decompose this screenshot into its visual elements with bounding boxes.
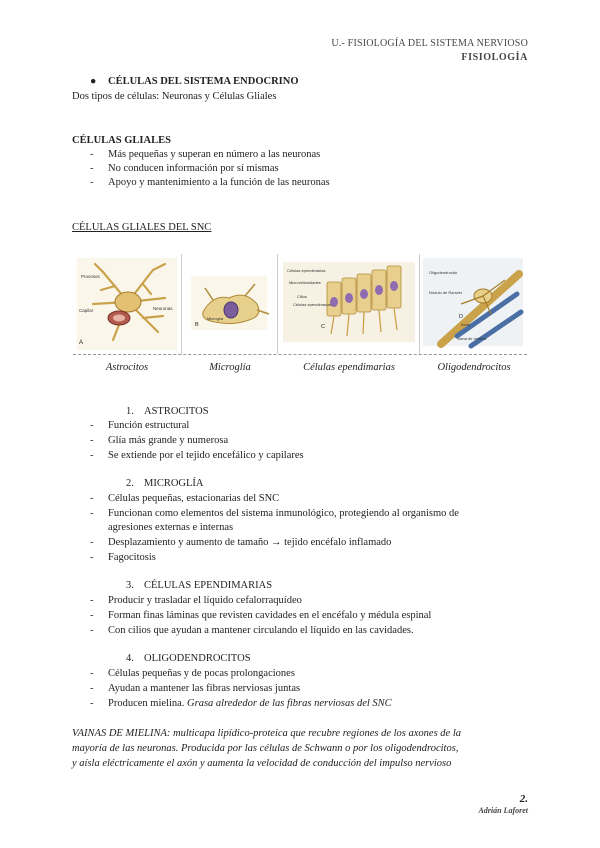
astrocyte-illustration [73, 254, 182, 354]
author: Adrián Laforet [478, 806, 528, 815]
oligodendrocyte-illustration [421, 254, 527, 354]
list-item-continuation: agresiones externas e internas [108, 522, 234, 533]
label-capilar: Capilar [79, 308, 94, 313]
panel-letter: D [459, 314, 463, 320]
label-nodulo: Nódulo de Ranvier [429, 290, 463, 295]
ependimarias-title: CÉLULAS EPENDIMARIAS [144, 580, 273, 591]
section-title: CÉLULAS DEL SISTEMA ENDOCRINO [108, 76, 299, 87]
panel-letter: B [195, 322, 199, 328]
label-vaina: Vaina de mielina [457, 336, 487, 341]
caption-oligodendrocitos: Oligodendrocitos [437, 362, 511, 373]
snc-title: CÉLULAS GLIALES DEL SNC [72, 222, 212, 233]
label-axon: Axón [461, 322, 471, 327]
label-neuronas: Neuronas [153, 306, 173, 311]
oligo-title: OLIGODENDROCITOS [144, 653, 251, 664]
microglia-title: MICROGLÍA [144, 478, 204, 489]
caption-ependimarias: Células ependimarias [303, 362, 395, 373]
label-oligodendrocito: Oligodendrocito [429, 270, 458, 275]
caption-microglia: Microglía [209, 362, 251, 373]
vainas-paragraph [72, 726, 527, 771]
vainas-line: y aísla eléctricamente el axón y aumenta la velocidad de conducción del impulso nervioso [72, 758, 452, 769]
panel-letter: A [79, 340, 84, 346]
ependimarias-number: 3. [126, 580, 134, 591]
panel-letter: C [321, 324, 325, 330]
label-microglia: Microglía [207, 316, 224, 321]
microglia-illustration [183, 254, 278, 354]
vainas-line: VAINAS DE MIELINA: multicapa lipídico-proteica que recubre regiones de los axones de la [72, 728, 461, 739]
label-microvellosidades: Microvellosidades [289, 280, 321, 285]
label-procesos: Procesos [81, 274, 100, 279]
label-cilios: Cilios [297, 294, 307, 299]
figure-divider [73, 354, 527, 355]
label-ependimarias-2: Células ependimarias [293, 302, 332, 307]
section-bullet: ● [90, 76, 97, 87]
section-subtitle: Dos tipos de células: Neuronas y Células Gliales [72, 91, 277, 102]
glial-cells-figure [73, 254, 527, 384]
label-ependimarias: Células ependimarias [287, 268, 326, 273]
astrocitos-number: 1. [126, 406, 134, 417]
gliales-title: CÉLULAS GLIALES [72, 135, 171, 146]
vainas-line: mayoría de las neuronas. Producida por las células de Schwann o por los oligodendrocitos, [72, 743, 459, 754]
page-number: 2. [519, 793, 528, 805]
astrocitos-title: ASTROCITOS [144, 406, 209, 417]
caption-astrocitos: Astrocitos [105, 362, 149, 373]
header-subject: FISIOLOGÍA [461, 52, 528, 63]
header-course: U.- FISIOLOGÍA DEL SISTEMA NERVIOSO [331, 38, 528, 49]
oligo-number: 4. [126, 653, 134, 664]
microglia-number: 2. [126, 478, 134, 489]
oligo-italic-note: Grasa alrededor de las fibras nerviosas del SNC [187, 698, 392, 709]
ependymal-illustration [279, 254, 420, 354]
